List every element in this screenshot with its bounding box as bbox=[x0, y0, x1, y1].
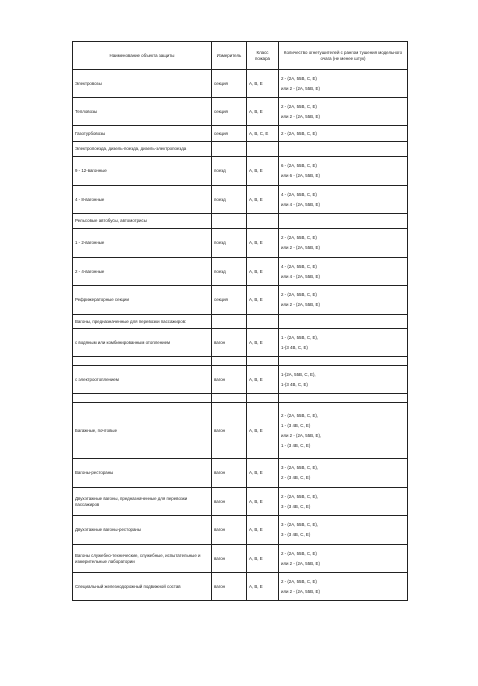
object-name-cell bbox=[73, 357, 212, 366]
extinguisher-count-cell bbox=[279, 315, 408, 329]
object-name-cell: 4 - 8-вагонные bbox=[73, 186, 212, 214]
object-name-cell: Вагоны служебно-технические, служебные, испытательные и измерительные лаборатории bbox=[73, 545, 212, 573]
object-name-cell: Электропоезда, дизель-поезда, дизель-электропоезда bbox=[73, 142, 212, 157]
extinguisher-count-line: 4 - (2А, 55В, С, Е) bbox=[281, 263, 317, 269]
unit-cell: вагон bbox=[212, 366, 247, 394]
extinguisher-count-line: 1-(3 4В, С, Е) bbox=[281, 344, 308, 350]
unit-cell: вагон bbox=[212, 545, 247, 573]
header-extinguisher-count: Количество огнетушителей с рангом тушения модельного очага (не менее штук) bbox=[279, 42, 408, 70]
extinguisher-count-line: 2 - (2А, 55В, С, Е) bbox=[281, 103, 317, 109]
unit-cell bbox=[212, 315, 247, 329]
unit-cell: вагон bbox=[212, 573, 247, 601]
extinguisher-count-line: или 6 - (2А, 55В, Е) bbox=[281, 173, 320, 179]
fire-class-cell: А, В, Е bbox=[247, 229, 279, 258]
extinguisher-count-line: 4 - (2А, 55В, С, Е) bbox=[281, 191, 317, 197]
extinguisher-count-line: 2 - (2А, 55В, С, Е), bbox=[281, 493, 319, 499]
fire-class-cell bbox=[247, 357, 279, 366]
header-object-name: Наименование объекта защиты bbox=[73, 42, 212, 70]
object-name-cell: Вагоны-рестораны bbox=[73, 459, 212, 488]
extinguisher-count-cell bbox=[279, 126, 408, 142]
unit-cell: вагон bbox=[212, 329, 247, 357]
unit-cell: секция bbox=[212, 126, 247, 142]
extinguisher-count-line: 1-(2А, 55В, С, Е), bbox=[281, 371, 316, 377]
extinguisher-count-line: 3 - (3 4В, С, Е) bbox=[281, 532, 311, 538]
extinguisher-norms-table bbox=[72, 41, 408, 601]
extinguisher-count-line: 2 - (2А, 55В, С, Е), bbox=[281, 412, 319, 418]
extinguisher-count-cell bbox=[279, 403, 408, 459]
fire-class-cell: А, В, Е bbox=[247, 459, 279, 488]
extinguisher-count-line: или 4 - (2А, 55В, Е) bbox=[281, 273, 320, 279]
table-row bbox=[73, 403, 408, 459]
extinguisher-count-line: или 2 - (2А, 55В, Е) bbox=[281, 85, 320, 91]
fire-class-cell: А, В, Е bbox=[247, 286, 279, 315]
fire-class-cell: А, В, Е bbox=[247, 157, 279, 186]
unit-cell bbox=[212, 394, 247, 403]
table-row bbox=[73, 286, 408, 315]
table-row bbox=[73, 357, 408, 366]
table-header bbox=[73, 42, 408, 70]
table-row bbox=[73, 98, 408, 126]
object-name-cell: 1 - 2-вагонные bbox=[73, 229, 212, 258]
fire-class-cell: А, В, Е bbox=[247, 258, 279, 286]
extinguisher-count-line: 2 - (2А, 55В, С, Е) bbox=[281, 235, 317, 241]
table-row bbox=[73, 545, 408, 573]
extinguisher-count-cell bbox=[279, 394, 408, 403]
object-name-cell: Двухэтажные вагоны-рестораны bbox=[73, 516, 212, 545]
extinguisher-count-cell bbox=[279, 357, 408, 366]
fire-class-cell bbox=[247, 394, 279, 403]
extinguisher-count-line: 2 - (2А, 55В, С, Е) bbox=[281, 550, 317, 556]
extinguisher-count-line: 2 - (3 4В, С, Е) bbox=[281, 475, 311, 481]
extinguisher-count-cell bbox=[279, 229, 408, 258]
object-name-cell: Газотурбовозы bbox=[73, 126, 212, 142]
unit-cell: секция bbox=[212, 98, 247, 126]
extinguisher-count-cell bbox=[279, 98, 408, 126]
extinguisher-count-line: 2 - (2А, 55В, С, Е) bbox=[281, 578, 317, 584]
table-row bbox=[73, 186, 408, 214]
unit-cell: поезд bbox=[212, 157, 247, 186]
extinguisher-count-line: 2 - (2А, 55В, С, Е) bbox=[281, 75, 317, 81]
unit-cell: секция bbox=[212, 286, 247, 315]
fire-class-cell bbox=[247, 214, 279, 229]
extinguisher-count-line: или 4 - (2А, 55В, Е) bbox=[281, 201, 320, 207]
fire-class-cell: А, В, Е bbox=[247, 545, 279, 573]
extinguisher-count-line: или 2 - (2А, 55В, Е) bbox=[281, 588, 320, 594]
fire-class-cell: А, В, С, Е bbox=[247, 126, 279, 142]
extinguisher-count-cell bbox=[279, 70, 408, 98]
object-name-cell: Специальный железнодорожный подвижной состав bbox=[73, 573, 212, 601]
table-row bbox=[73, 459, 408, 488]
header-unit: Измеритель bbox=[212, 42, 247, 70]
table-row bbox=[73, 157, 408, 186]
table-row bbox=[73, 315, 408, 329]
object-name-cell: с водяным или комбинированным отоплением bbox=[73, 329, 212, 357]
extinguisher-count-line: 6 - (2А, 55В, С, Е) bbox=[281, 163, 317, 169]
unit-cell: вагон bbox=[212, 488, 247, 516]
extinguisher-count-cell bbox=[279, 286, 408, 315]
extinguisher-count-line: 1 - (3 4В, С, Е) bbox=[281, 442, 311, 448]
fire-class-cell: А, В, Е bbox=[247, 329, 279, 357]
extinguisher-count-cell bbox=[279, 157, 408, 186]
fire-class-cell: А, В, Е bbox=[247, 98, 279, 126]
table-row bbox=[73, 394, 408, 403]
table-row bbox=[73, 70, 408, 98]
unit-cell bbox=[212, 357, 247, 366]
table-row bbox=[73, 488, 408, 516]
extinguisher-count-cell bbox=[279, 329, 408, 357]
extinguisher-count-cell bbox=[279, 488, 408, 516]
unit-cell: вагон bbox=[212, 459, 247, 488]
table-row bbox=[73, 229, 408, 258]
extinguisher-count-line: или 2 - (2А, 55В, Е) bbox=[281, 302, 320, 308]
object-name-cell: Тепловозы bbox=[73, 98, 212, 126]
unit-cell bbox=[212, 214, 247, 229]
extinguisher-count-line: 2 - (2А, 55В, С, Е) bbox=[281, 130, 317, 136]
unit-cell bbox=[212, 142, 247, 157]
fire-class-cell bbox=[247, 315, 279, 329]
table-row bbox=[73, 366, 408, 394]
unit-cell: поезд bbox=[212, 186, 247, 214]
extinguisher-count-line: 3 - (3 4В, С, Е) bbox=[281, 503, 311, 509]
extinguisher-count-cell bbox=[279, 258, 408, 286]
object-name-cell: 9 - 12-вагонные bbox=[73, 157, 212, 186]
table-body bbox=[73, 70, 408, 601]
extinguisher-count-line: или 2 - (2А, 55В, Е), bbox=[281, 432, 322, 438]
table-row bbox=[73, 258, 408, 286]
extinguisher-count-line: 1 - (2А, 55В, С, Е), bbox=[281, 334, 319, 340]
extinguisher-count-line: 1 - (3 4В, С, Е) bbox=[281, 422, 311, 428]
fire-class-cell bbox=[247, 142, 279, 157]
object-name-cell: с электроотоплением bbox=[73, 366, 212, 394]
extinguisher-count-cell bbox=[279, 459, 408, 488]
extinguisher-count-line: или 2 - (2А, 55В, Е) bbox=[281, 113, 320, 119]
object-name-cell: Рельсовые автобусы, автомотрисы bbox=[73, 214, 212, 229]
extinguisher-count-cell bbox=[279, 516, 408, 545]
extinguisher-count-cell bbox=[279, 366, 408, 394]
table-row bbox=[73, 573, 408, 601]
fire-class-cell: А, В, Е bbox=[247, 186, 279, 214]
extinguisher-count-cell bbox=[279, 214, 408, 229]
table-row bbox=[73, 329, 408, 357]
extinguisher-count-cell bbox=[279, 186, 408, 214]
object-name-cell bbox=[73, 394, 212, 403]
fire-class-cell: А, В, Е bbox=[247, 516, 279, 545]
unit-cell: вагон bbox=[212, 403, 247, 459]
fire-class-cell: А, В, Е bbox=[247, 403, 279, 459]
object-name-cell: Вагоны, предназначенные для перевозки пассажиров: bbox=[73, 315, 212, 329]
object-name-cell: Рефрижераторные секции bbox=[73, 286, 212, 315]
object-name-cell: 2 - 4-вагонные bbox=[73, 258, 212, 286]
table-row bbox=[73, 516, 408, 545]
fire-class-cell: А, В, Е bbox=[247, 488, 279, 516]
header-fire-class: Класс пожара bbox=[247, 42, 279, 70]
extinguisher-count-line: или 2 - (2А, 55В, Е) bbox=[281, 560, 320, 566]
extinguisher-count-cell bbox=[279, 573, 408, 601]
unit-cell: вагон bbox=[212, 516, 247, 545]
extinguisher-count-cell bbox=[279, 142, 408, 157]
object-name-cell: Электровозы bbox=[73, 70, 212, 98]
fire-class-cell: А, В, Е bbox=[247, 573, 279, 601]
extinguisher-count-line: 3 - (2А, 55В, С, Е), bbox=[281, 465, 319, 471]
object-name-cell: Двухэтажные вагоны, предназначенные для перевозки пассажиров bbox=[73, 488, 212, 516]
object-name-cell: Багажные, почтовые bbox=[73, 403, 212, 459]
extinguisher-count-line: 2 - (2А, 55В, С, Е) bbox=[281, 292, 317, 298]
fire-class-cell: А, В, Е bbox=[247, 70, 279, 98]
table-row bbox=[73, 142, 408, 157]
extinguisher-count-line: 1-(3 4В, С, Е) bbox=[281, 381, 308, 387]
table-row bbox=[73, 214, 408, 229]
table-row bbox=[73, 126, 408, 142]
extinguisher-count-cell bbox=[279, 545, 408, 573]
unit-cell: поезд bbox=[212, 258, 247, 286]
extinguisher-count-line: 3 - (2А, 55В, С, Е), bbox=[281, 522, 319, 528]
fire-class-cell: А, В, Е bbox=[247, 366, 279, 394]
unit-cell: поезд bbox=[212, 229, 247, 258]
unit-cell: секция bbox=[212, 70, 247, 98]
extinguisher-count-line: или 2 - (2А, 55В, Е) bbox=[281, 245, 320, 251]
